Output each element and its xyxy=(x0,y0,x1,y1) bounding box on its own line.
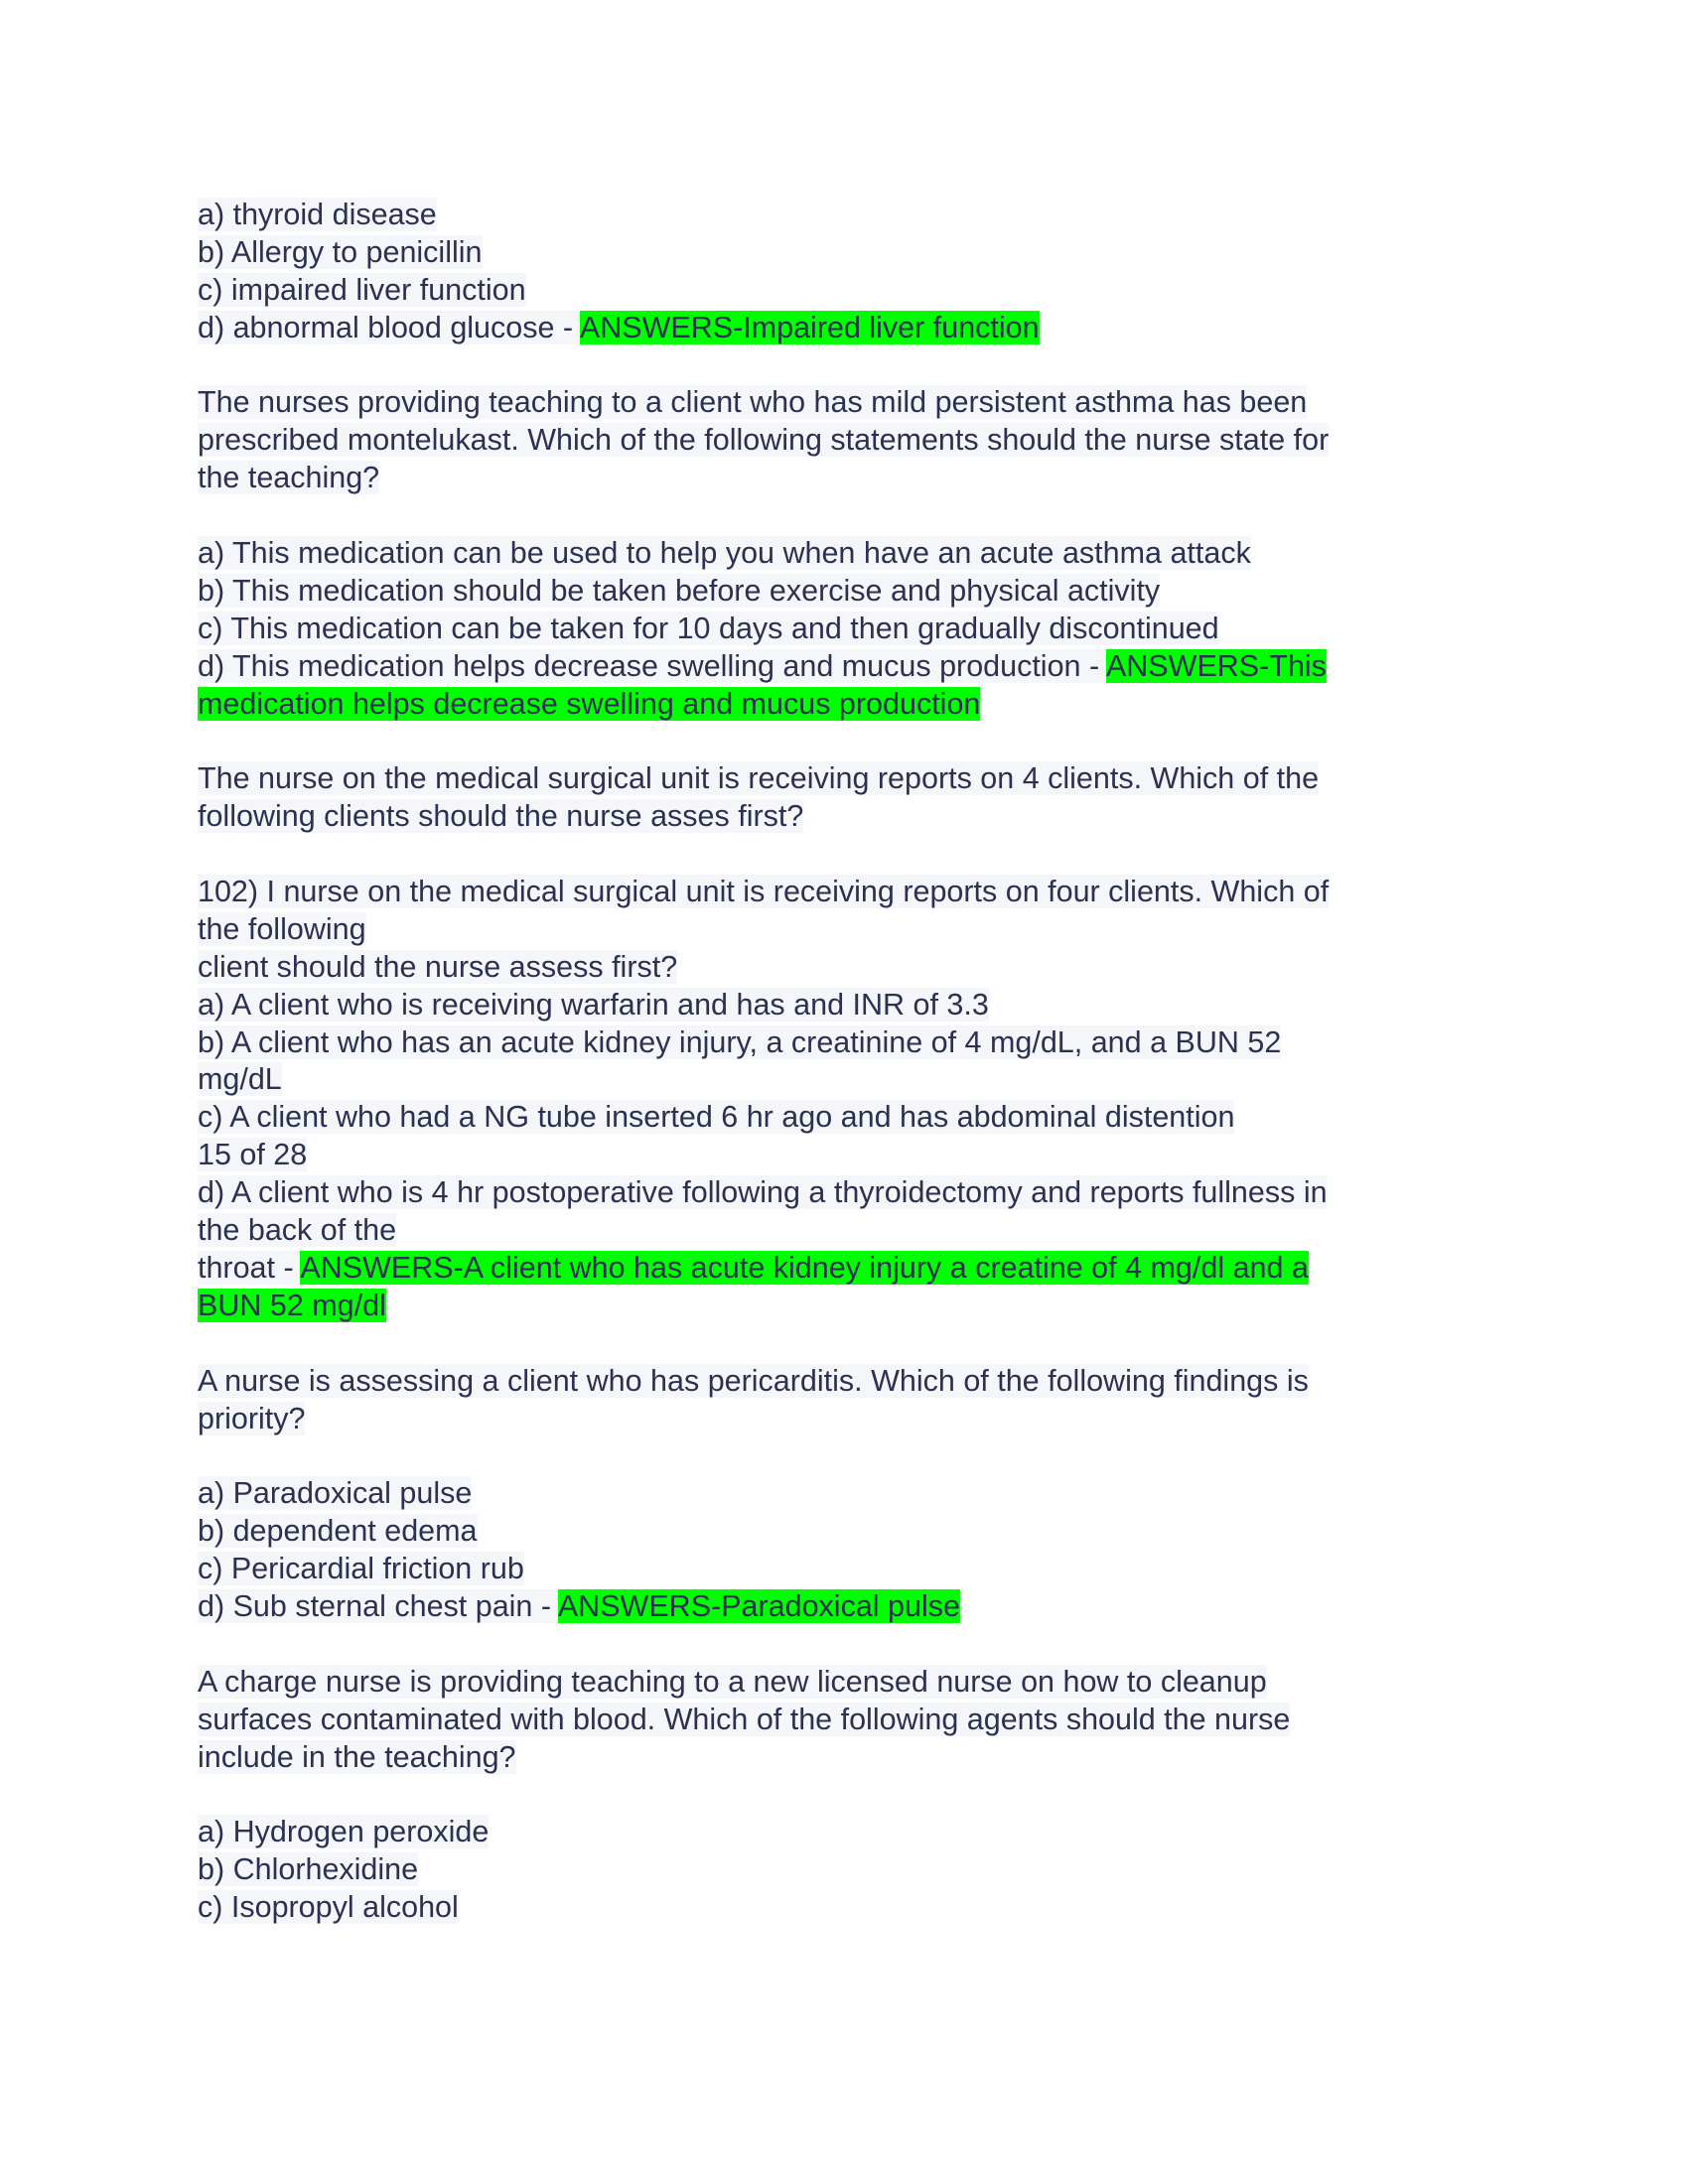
line-text: prescribed montelukast. Which of the following statements should the nurse state for xyxy=(198,423,1330,458)
text-line xyxy=(198,1437,1449,1475)
line-text: include in the teaching? xyxy=(198,1739,516,1774)
text-line xyxy=(198,949,1449,987)
text-line xyxy=(198,1250,1449,1288)
line-text: throat - xyxy=(198,1250,301,1285)
line-text: a) Paradoxical pulse xyxy=(198,1476,473,1511)
text-line xyxy=(198,1212,1449,1250)
line-text: d) This medication helps decrease swelling and mucus production - xyxy=(198,648,1106,683)
text-line xyxy=(198,1513,1449,1551)
line-text: b) dependent edema xyxy=(198,1514,478,1549)
text-line xyxy=(198,1626,1449,1664)
line-text: b) Allergy to penicillin xyxy=(198,234,483,269)
text-line xyxy=(198,723,1449,760)
text-line xyxy=(198,1401,1449,1438)
text-line xyxy=(198,648,1449,686)
text-line xyxy=(198,1024,1449,1062)
line-text: a) thyroid disease xyxy=(198,198,437,231)
answer-highlight: ANSWERS-Paradoxical pulse xyxy=(557,1588,960,1623)
line-text: the teaching? xyxy=(198,461,380,495)
answer-highlight: ANSWERS-A client who has acute kidney injury a creatine of 4 mg/dl and a xyxy=(300,1250,1309,1285)
text-line xyxy=(198,1551,1449,1588)
text-line xyxy=(198,1702,1449,1739)
text-line xyxy=(198,1814,1449,1851)
text-line xyxy=(198,836,1449,874)
line-text: a) This medication can be used to help you when have an acute asthma attack xyxy=(198,536,1251,571)
line-text: 102) I nurse on the medical surgical unit is receiving reports on four clients. Which of xyxy=(198,875,1330,909)
line-text: A nurse is assessing a client who has pericarditis. Which of the following findings is xyxy=(198,1363,1309,1398)
text-line xyxy=(198,1889,1449,1927)
text-line xyxy=(198,535,1449,573)
text-line xyxy=(198,1475,1449,1513)
text-line xyxy=(198,760,1449,798)
text-line xyxy=(198,497,1449,535)
text-line xyxy=(198,798,1449,836)
answer-highlight: medication helps decrease swelling and mucus production xyxy=(198,686,981,721)
text-line xyxy=(198,272,1449,310)
answer-highlight: BUN 52 mg/dl xyxy=(198,1288,386,1322)
line-text: c) impaired liver function xyxy=(198,272,526,307)
answer-highlight: ANSWERS-This xyxy=(1105,648,1327,683)
line-text: priority? xyxy=(198,1401,306,1435)
line-text: c) Pericardial friction rub xyxy=(198,1552,524,1586)
line-text: d) abnormal blood glucose - xyxy=(198,310,580,344)
line-text: following clients should the nurse asses first? xyxy=(198,799,804,834)
line-text: the following xyxy=(198,911,366,946)
line-text: d) A client who is 4 hr postoperative following a thyroidectomy and reports fullness in xyxy=(198,1175,1328,1210)
text-line xyxy=(198,197,1449,234)
line-text: b) This medication should be taken before exercise and physical activity xyxy=(198,573,1161,608)
line-text: A charge nurse is providing teaching to a new licensed nurse on how to cleanup xyxy=(198,1664,1267,1699)
text-line xyxy=(198,911,1449,949)
text-line xyxy=(198,347,1449,385)
line-text: a) A client who is receiving warfarin and has and INR of 3.3 xyxy=(198,987,989,1022)
text-line xyxy=(198,1174,1449,1212)
line-text: client should the nurse assess first? xyxy=(198,949,678,984)
text-line xyxy=(198,1588,1449,1626)
text-line xyxy=(198,234,1449,272)
text-line xyxy=(198,1137,1449,1174)
text-line xyxy=(198,686,1449,724)
text-line xyxy=(198,310,1449,347)
text-line xyxy=(198,1851,1449,1889)
line-text: mg/dL xyxy=(198,1062,282,1097)
answer-highlight: ANSWERS-Impaired liver function xyxy=(579,310,1040,344)
text-line xyxy=(198,611,1449,648)
text-line xyxy=(198,384,1449,422)
text-line xyxy=(198,874,1449,911)
line-text: c) This medication can be taken for 10 days and then gradually discontinued xyxy=(198,611,1219,645)
document-page xyxy=(198,197,1449,1927)
text-line xyxy=(198,1664,1449,1702)
text-line xyxy=(198,422,1449,460)
text-line xyxy=(198,573,1449,611)
line-text: The nurses providing teaching to a client who has mild persistent asthma has been xyxy=(198,385,1308,420)
text-line xyxy=(198,460,1449,497)
line-text: a) Hydrogen peroxide xyxy=(198,1815,490,1849)
text-line xyxy=(198,1061,1449,1099)
line-text: the back of the xyxy=(198,1213,397,1248)
line-text: d) Sub sternal chest pain - xyxy=(198,1588,558,1623)
text-line xyxy=(198,987,1449,1024)
text-line xyxy=(198,1776,1449,1814)
text-line xyxy=(198,1363,1449,1401)
line-text: c) Isopropyl alcohol xyxy=(198,1890,459,1925)
line-text: b) Chlorhexidine xyxy=(198,1852,419,1887)
text-line xyxy=(198,1325,1449,1363)
line-text: 15 of 28 xyxy=(198,1138,308,1172)
text-line xyxy=(198,1739,1449,1777)
text-line xyxy=(198,1099,1449,1137)
line-text: c) A client who had a NG tube inserted 6 hr ago and has abdominal distention xyxy=(198,1100,1235,1135)
line-text: surfaces contaminated with blood. Which of the following agents should the nurse xyxy=(198,1702,1291,1736)
line-text: b) A client who has an acute kidney injury, a creatinine of 4 mg/dL, and a BUN 52 xyxy=(198,1024,1282,1059)
text-line xyxy=(198,1288,1449,1325)
line-text: The nurse on the medical surgical unit is receiving reports on 4 clients. Which of the xyxy=(198,761,1320,796)
